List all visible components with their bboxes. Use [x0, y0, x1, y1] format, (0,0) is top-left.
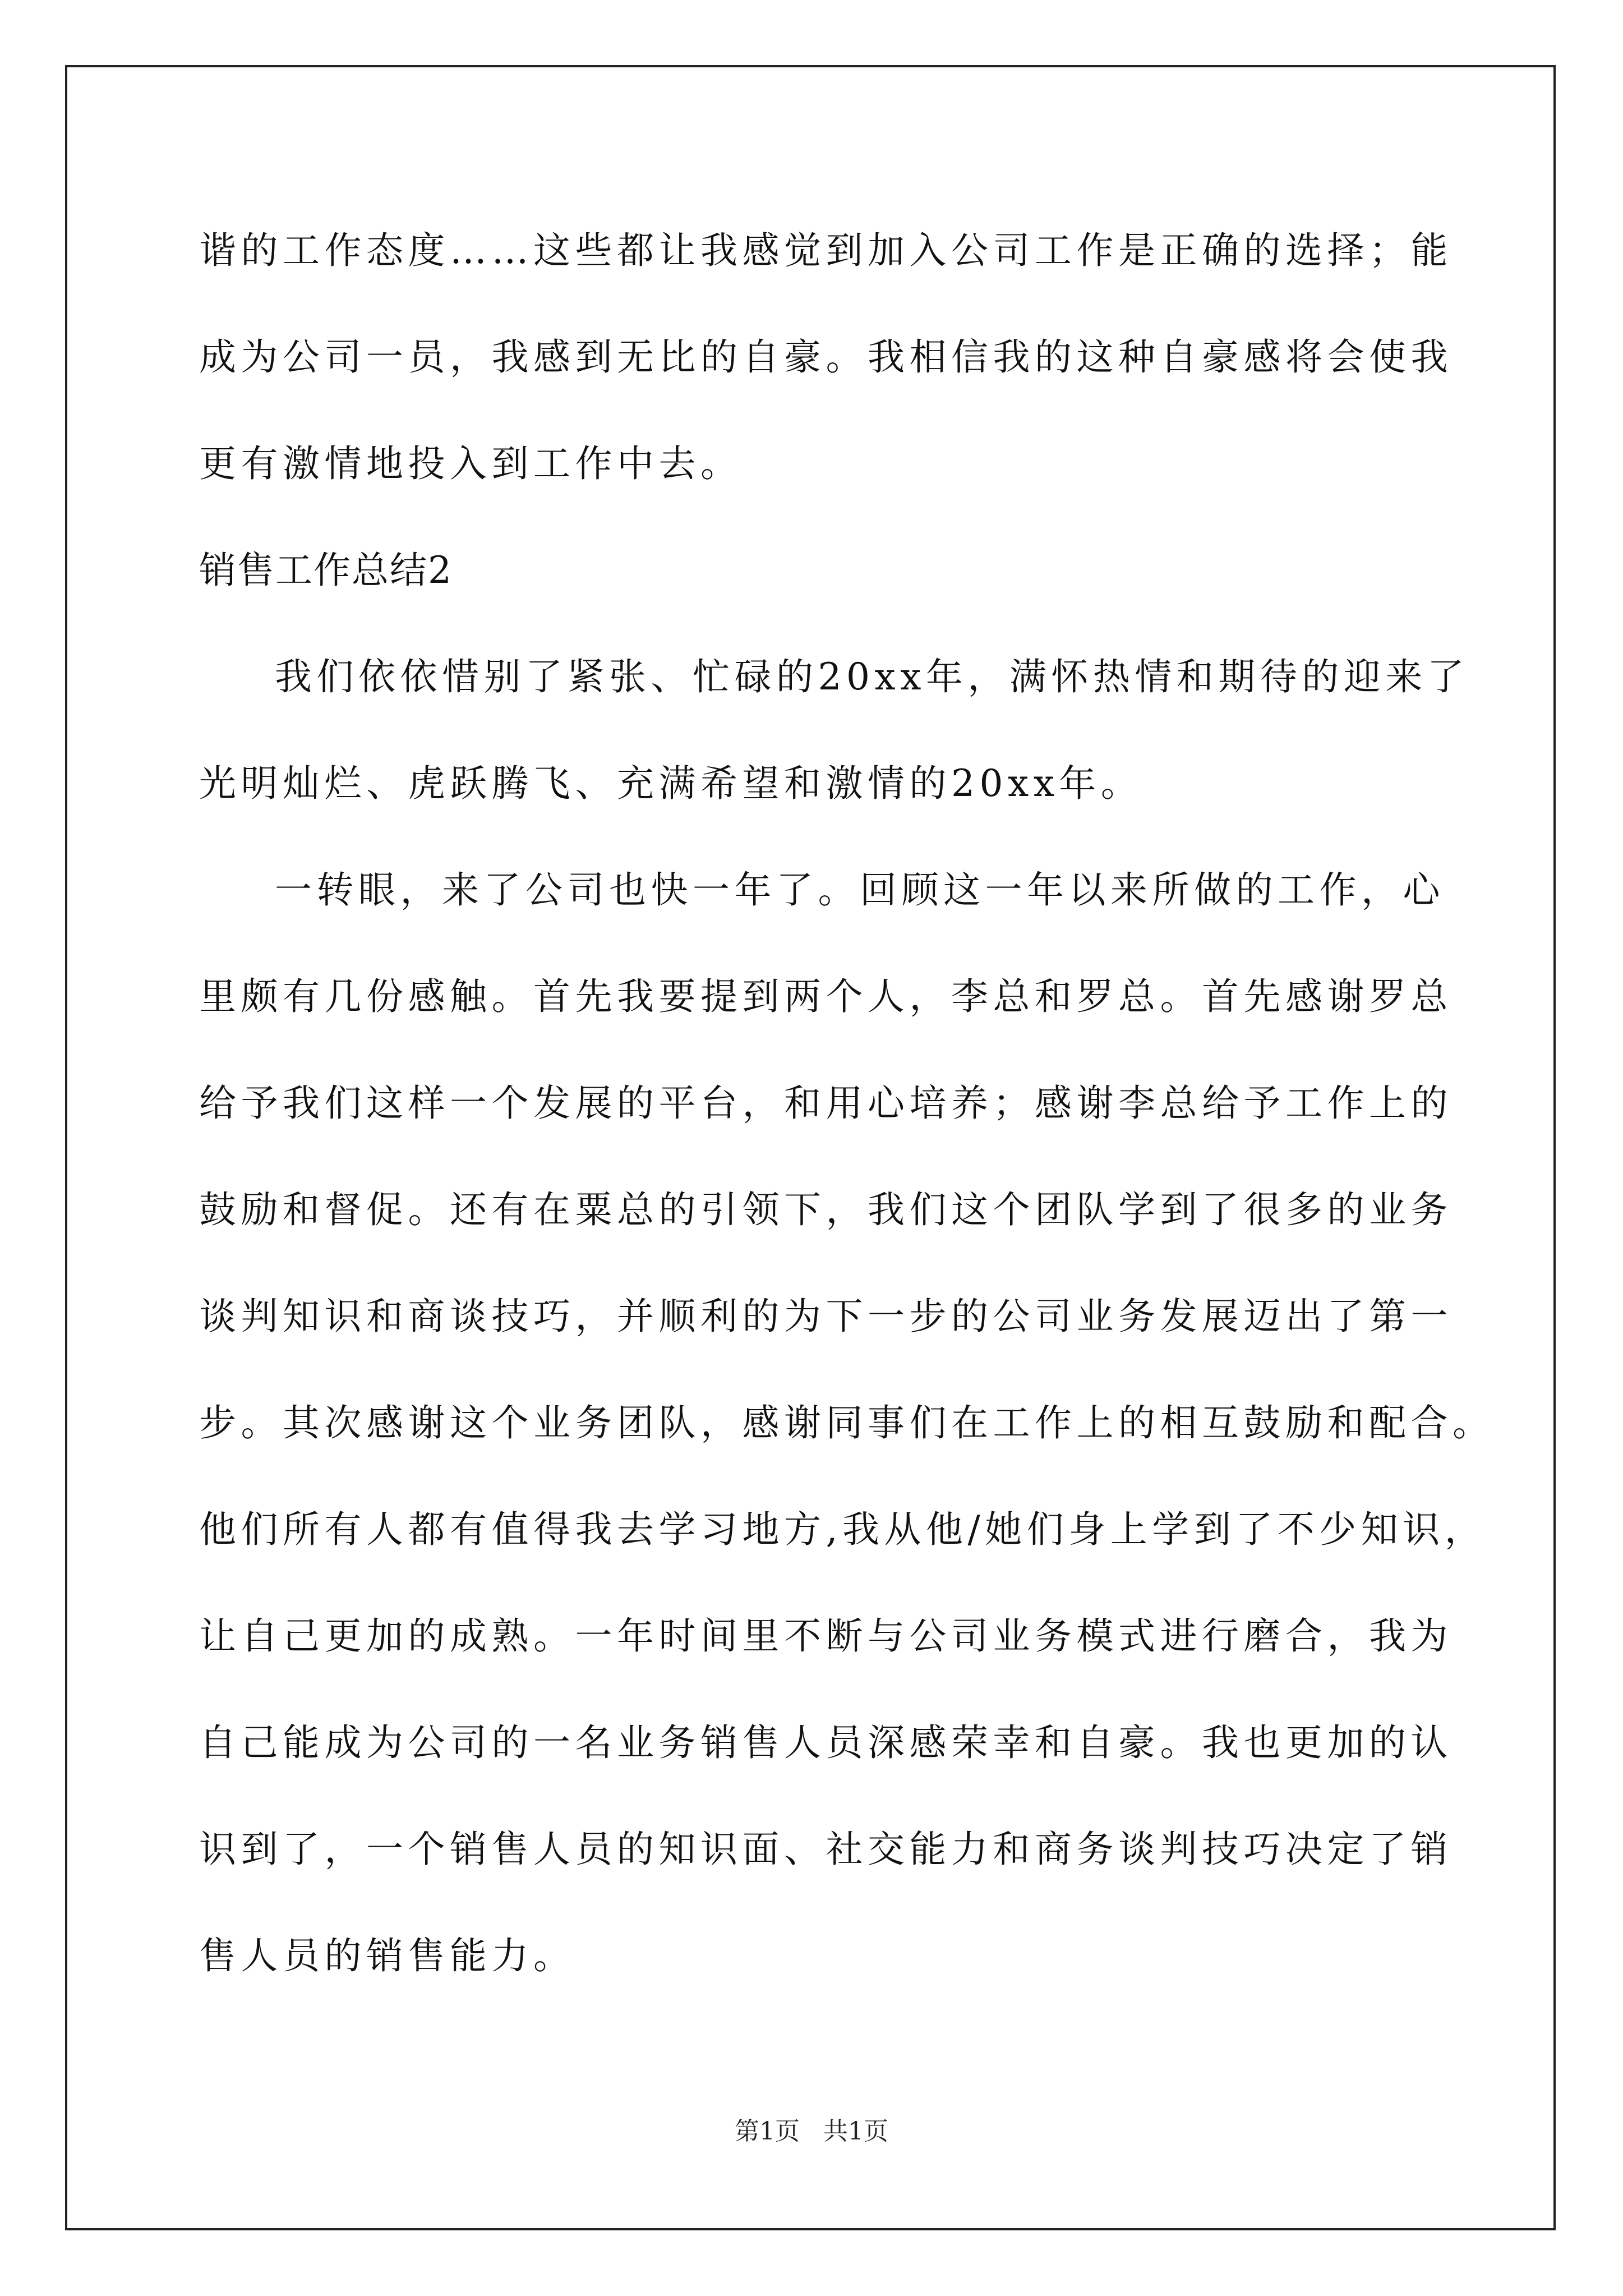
body-line-15: 自己能成为公司的一名业务销售人员深感荣幸和自豪。我也更加的认 — [199, 1721, 1453, 1764]
body-line-13: 他们所有人都有值得我去学习地方,我从他/她们身上学到了不少知识， — [199, 1508, 1487, 1551]
body-line-9: 给予我们这样一个发展的平台，和用心培养；感谢李总给予工作上的 — [199, 1082, 1453, 1125]
page-border — [65, 65, 1556, 2230]
body-line-2: 成为公司一员，我感到无比的自豪。我相信我的这种自豪感将会使我 — [199, 335, 1453, 379]
body-line-1: 谐的工作态度……这些都让我感觉到加入公司工作是正确的选择；能 — [199, 229, 1453, 272]
body-line-11: 谈判知识和商谈技巧，并顺利的为下一步的公司业务发展迈出了第一 — [199, 1295, 1453, 1338]
body-line-7: 一转眼，来了公司也快一年了。回顾这一年以来所做的工作，心 — [275, 868, 1445, 912]
body-line-3: 更有激情地投入到工作中去。 — [199, 442, 743, 485]
body-line-6: 光明灿烂、虎跃腾飞、充满希望和激情的20xx年。 — [199, 762, 1143, 805]
body-line-5: 我们依依惜别了紧张、忙碌的20xx年，满怀热情和期待的迎来了 — [275, 655, 1469, 698]
body-line-8: 里颇有几份感触。首先我要提到两个人，李总和罗总。首先感谢罗总 — [199, 975, 1453, 1018]
section-heading: 销售工作总结2 — [199, 549, 453, 592]
body-line-10: 鼓励和督促。还有在粟总的引领下，我们这个团队学到了很多的业务 — [199, 1188, 1453, 1231]
body-line-17: 售人员的销售能力。 — [199, 1934, 575, 1977]
body-line-12: 步。其次感谢这个业务团队，感谢同事们在工作上的相互鼓励和配合。 — [199, 1401, 1495, 1444]
page-footer: 第1页 共1页 — [735, 2117, 888, 2146]
body-line-14: 让自己更加的成熟。一年时间里不断与公司业务模式进行磨合，我为 — [199, 1614, 1453, 1658]
body-line-16: 识到了，一个销售人员的知识面、社交能力和商务谈判技巧决定了销 — [199, 1828, 1453, 1871]
